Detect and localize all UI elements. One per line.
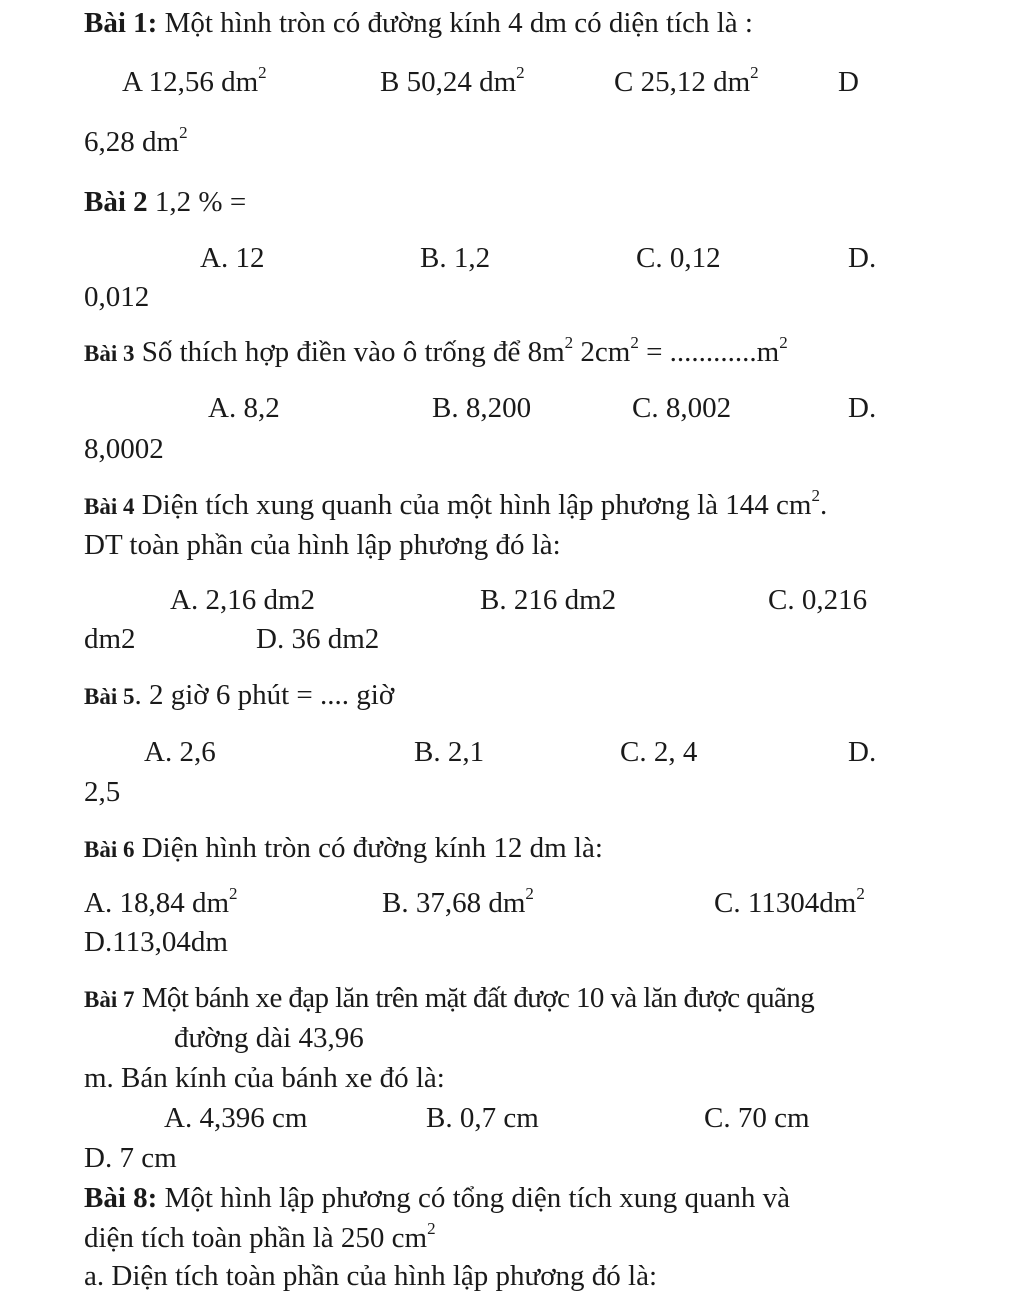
- question-2-label: Bài 2: [84, 186, 148, 218]
- question-5-text: . 2 giờ 6 phút = .... giờ: [134, 679, 395, 711]
- question-8-line-3: a. Diện tích toàn phần của hình lập phương đó là:: [84, 1260, 658, 1292]
- q4-option-a: A. 2,16 dm2: [170, 584, 315, 616]
- q1-option-b: B 50,24 $dm^2$: [380, 63, 525, 98]
- q7-option-a: A. 4,396 cm: [164, 1102, 308, 1134]
- q3-option-d: D.: [848, 392, 877, 424]
- question-2: [84, 184, 246, 220]
- question-8: [84, 1180, 790, 1216]
- q5-option-a: A. 2,6: [144, 736, 216, 768]
- q7-option-d: D. 7 cm: [84, 1142, 177, 1174]
- question-2-text: 1,2 % =: [154, 186, 247, 218]
- question-3: [84, 334, 788, 372]
- question-7-line-3: m. Bán kính của bánh xe đó là:: [84, 1062, 445, 1094]
- question-4: [84, 487, 827, 525]
- question-5: [84, 677, 394, 715]
- q2-option-b: B. 1,2: [420, 242, 491, 274]
- question-1-text: Một hình tròn có đường kính 4 dm có diện tích là :: [164, 7, 753, 39]
- q5-option-c: C. 2, 4: [620, 736, 698, 768]
- q4-option-b: B. 216 dm2: [480, 584, 617, 616]
- question-8-label: Bài 8:: [84, 1182, 158, 1214]
- q7-option-b: B. 0,7 cm: [426, 1102, 539, 1134]
- question-1: [84, 5, 753, 41]
- question-7-text: Một bánh xe đạp lăn trên mặt đất được 10 và lăn được quãng: [141, 982, 815, 1014]
- q2-option-d-value: 0,012: [84, 281, 150, 313]
- q6-option-d: D.113,04dm: [84, 926, 228, 958]
- question-7-line-2: đường dài 43,96: [174, 1022, 364, 1054]
- q3-option-c: C. 8,002: [632, 392, 732, 424]
- q3-option-d-value: 8,0002: [84, 433, 164, 465]
- q5-option-d: D.: [848, 736, 877, 768]
- q4-option-c-unit: dm2: [84, 623, 136, 655]
- q1-option-a: A 12,56 $dm^2$: [122, 63, 267, 98]
- question-7-label: Bài 7: [84, 987, 135, 1012]
- q2-option-c: C. 0,12: [636, 242, 721, 274]
- q5-option-d-value: 2,5: [84, 776, 121, 808]
- question-4-text: Diện tích xung quanh của một hình lập phương là 144 $cm^2$.: [141, 486, 828, 521]
- question-7: [84, 980, 814, 1018]
- q4-option-d: D. 36 dm2: [256, 623, 380, 655]
- question-6-text: Diện hình tròn có đường kính 12 dm là:: [141, 832, 603, 864]
- q1-option-c: C 25,12 $dm^2$: [614, 63, 759, 98]
- q6-option-a: A. 18,84 $dm^2$: [84, 884, 238, 919]
- question-5-label: Bài 5: [84, 684, 135, 709]
- question-6: [84, 830, 603, 868]
- q6-option-c: C. $11304dm^2$: [714, 884, 865, 919]
- question-4-line-2: DT toàn phần của hình lập phương đó là:: [84, 529, 561, 561]
- question-3-text: Số thích hợp điền vào ô trống để $8m^2$ $2cm^2 = ............m^2$: [141, 333, 788, 368]
- question-1-label: Bài 1:: [84, 7, 158, 39]
- q6-option-b: B. 37,68 $dm^2$: [382, 884, 534, 919]
- q2-option-d: D.: [848, 242, 877, 274]
- q7-option-c: C. 70 cm: [704, 1102, 810, 1134]
- question-8-text: Một hình lập phương có tổng diện tích xung quanh và: [164, 1182, 791, 1214]
- question-4-label: Bài 4: [84, 494, 135, 519]
- q3-option-b: B. 8,200: [432, 392, 532, 424]
- question-6-label: Bài 6: [84, 837, 135, 862]
- q5-option-b: B. 2,1: [414, 736, 485, 768]
- q4-option-c: C. 0,216: [768, 584, 868, 616]
- question-8-line-2: diện tích toàn phần là 250 $cm^2$: [84, 1219, 436, 1254]
- q1-option-d-value: 6,28 $dm^2$: [84, 123, 188, 158]
- q3-option-a: A. 8,2: [208, 392, 280, 424]
- question-3-label: Bài 3: [84, 341, 135, 366]
- q1-option-d: D: [838, 66, 859, 98]
- q2-option-a: A. 12: [200, 242, 265, 274]
